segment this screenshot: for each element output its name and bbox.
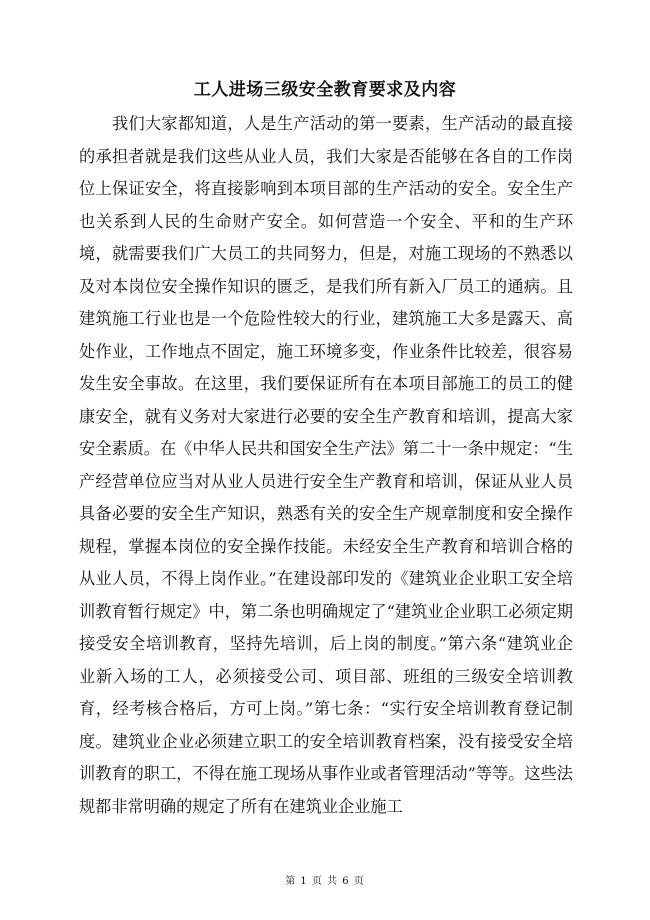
page-number-footer: 第 1 页 共 6 页: [285, 876, 365, 887]
document-title: 工人进场三级安全教育要求及内容: [193, 80, 457, 100]
body-paragraph: 我们大家都知道，人是生产活动的第一要素，生产活动的最直接的承担者就是我们这些从业人员，我们大家是否能够在各自的工作岗位上保证安全，将直接影响到本项目部的生产活动的安全。安全生产也关系到人民的生命财产安全。如何营造一个安全、平和的生产环境，就需要我们广大员工的共同努力，但是，对施工现场的不熟悉以及对本岗位安全操作知识的匮乏，是我们所有新入厂员工的通病。且建筑施工行业也是一个危险性较大的行业，建筑施工大多是露天、高处作业，工作地点不固定，施工环境多变，作业条件比较差，很容易发生安全事故。在这里，我们要保证所有在本项目部施工的员工的健康安全，就有义务对大家进行必要的安全生产教育和培训，提高大家安全素质。在《中华人民共和国安全生产法》第二十一条中规定：“生产经营单位应当对从业人员进行安全生产教育和培训，保证从业人员具备必要的安全生产知识，熟悉有关的安全生产规章制度和安全操作规程，掌握本岗位的安全操作技能。未经安全生产教育和培训合格的从业人员，不得上岗作业。”在建设部印发的《建筑业企业职工安全培训教育暂行规定》中，第二条也明确规定了“建筑业企业职工必须定期接受安全培训教育，坚持先培训，后上岗的制度。”第六条“建筑业企业新入场的工人，必须接受公司、项目部、班组的三级安全培训教育，经考核合格后，方可上岗。”第七条：“实行安全培训教育登记制度。建筑业企业必须建立职工的安全培训教育档案，没有接受安全培训教育的职工，不得在施工现场从事作业或者管理活动”等等。这些法规都非常明确的规定了所有在建筑业企业施工: [79, 114, 573, 816]
